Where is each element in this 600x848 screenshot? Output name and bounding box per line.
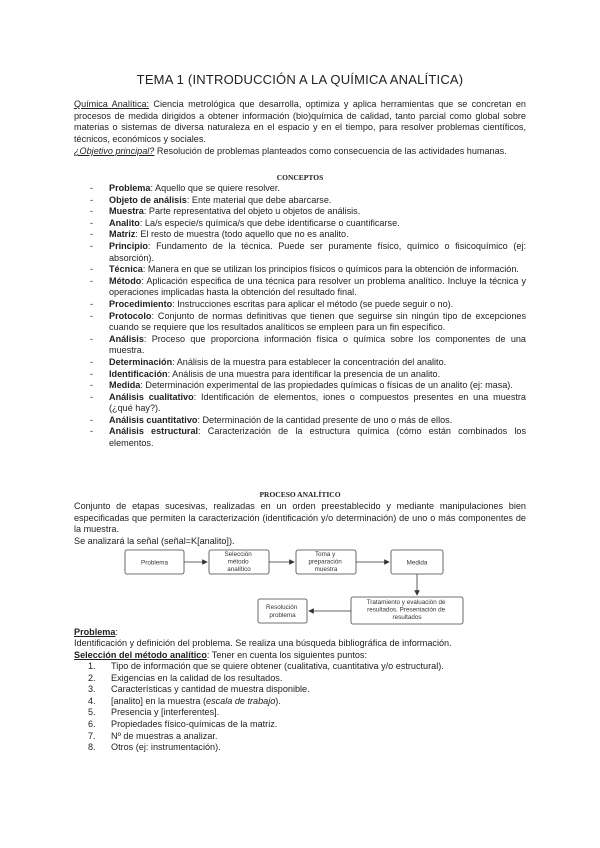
- list-item: - Analito: La/s especie/s química/s que debe identificarse o cuantificarse.: [92, 218, 526, 230]
- list-item: - Principio: Fundamento de la técnica. Puede ser puramente físico, químico o fisicoquímico (ej: absorción).: [92, 241, 526, 264]
- objective-text: Resolución de problemas planteados como consecuencia de las actividades humanas.: [154, 146, 507, 156]
- flow-label: Toma y preparación muestra: [308, 551, 342, 573]
- list-item: 6. Propiedades físico-químicas de la matriz.: [88, 718, 278, 729]
- list-item: 7. Nº de muestras a analizar.: [88, 730, 218, 741]
- list-item: - Análisis cualitativo: Identificación de elementos, iones o compuestos presentes en una muestra (¿qué hay?).: [92, 392, 526, 415]
- list-item: - Técnica: Manera en que se utilizan los principios físicos o químicos para la obtención de información.: [92, 264, 526, 276]
- page-title: TEMA 1 (INTRODUCCIÓN A LA QUÍMICA ANALÍTICA): [136, 72, 464, 87]
- list-item: 1. Tipo de información que se quiere obtener (cualitativa, cuantitativa y/o estructural).: [88, 661, 444, 671]
- concepts-heading: CONCEPTOS: [276, 173, 324, 182]
- list-item: 2. Exigencias en la calidad de los resultados.: [88, 672, 283, 683]
- list-item: - Análisis cuantitativo: Determinación de la cantidad presente de uno o más de ellos.: [92, 415, 526, 427]
- metodo-paragraph: Selección del método analítico: Tener en cuenta los siguientes puntos:: [74, 650, 367, 660]
- signal-paragraph: Se analizará la señal (señal=K[analito]).: [74, 536, 235, 546]
- flow-label: Medida: [406, 559, 428, 567]
- list-item: - Matriz: El resto de muestra (todo aquello que no es analito.: [92, 229, 526, 241]
- list-item: - Identificación: Análisis de una muestra para identificar la presencia de un analito.: [92, 369, 526, 381]
- list-item: - Muestra: Parte representativa del objeto u objetos de análisis.: [92, 206, 526, 218]
- list-item: - Objeto de análisis: Ente material que debe abarcarse.: [92, 195, 526, 207]
- intro-definition: Ciencia metrológica que desarrolla, optimiza y aplica herramientas que se concretan en procesos de medida dirigidos a obtener información (bio)química de calidad, tanto parcial como global sobre materias o sistemas de diversa naturaleza en el espacio y en el tiempo, para resolver problemas científicos, técnicos, económicos y sociales.: [74, 99, 526, 144]
- flow-box-resolucion: [258, 599, 307, 623]
- list-item: - Determinación: Análisis de la muestra para establecer la concentración del analito.: [92, 357, 526, 369]
- list-item: - Medida: Determinación experimental de las propiedades químicas o físicas de un analito (ej: masa).: [92, 380, 526, 392]
- problema-heading: Problema: [74, 627, 116, 637]
- process-paragraph: Conjunto de etapas sucesivas, realizadas en un orden preestablecido y mediante manipulaciones bien especificadas que permiten la caracterización (identificación y/o determinación) de uno o más componentes de la muestra.: [74, 501, 526, 535]
- problema-paragraph: Identificación y definición del problema. Se realiza una búsqueda bibliográfica de información.: [74, 638, 452, 648]
- metodo-heading: Selección del método analítico: [74, 650, 207, 660]
- problema-heading-line: Problema:: [74, 627, 118, 637]
- list-item: 3. Características y cantidad de muestra disponible.: [88, 684, 310, 695]
- intro-term: Química Analítica:: [74, 99, 150, 109]
- list-item: - Método: Aplicación especifica de una técnica para resolver un problema analítico. Incluye la técnica y operaciones implicadas hasta la obtención del resultado final.: [92, 276, 526, 299]
- list-item: 4. [analito] en la muestra (escala de trabajo).: [88, 695, 281, 706]
- list-item: - Análisis estructural: Caracterización de la estructura química (cómo están combinados los elementos.: [92, 426, 526, 449]
- flow-label: Problema: [141, 559, 168, 567]
- flow-label: Tratamiento y evaluación de resultados. Presentación de resultados: [366, 599, 446, 621]
- list-item: 8. Otros (ej: instrumentación).: [88, 742, 221, 753]
- flow-label: Selección método analítico: [224, 551, 252, 573]
- list-item: 5. Presencia y [interferentes].: [88, 707, 220, 718]
- objective-term: ¿Objetivo principal?: [74, 146, 155, 156]
- process-heading: PROCESO ANALÍTICO: [259, 490, 341, 499]
- list-item: - Protocolo: Conjunto de normas definitivas que tienen que seguirse sin ningún tipo de excepciones cuando se requiere que los resultados analíticos se empleen para un fin específico.: [92, 311, 526, 334]
- list-item: - Procedimiento: Instrucciones escritas para aplicar el método (se puede seguir o no).: [92, 299, 526, 311]
- metodo-points-list: [88, 661, 528, 754]
- flow-label: Resolución problema: [266, 604, 298, 619]
- list-item: - Problema: Aquello que se quiere resolver.: [92, 183, 526, 195]
- list-item: - Análisis: Proceso que proporciona información física o química sobre los componentes de una muestra.: [92, 334, 526, 357]
